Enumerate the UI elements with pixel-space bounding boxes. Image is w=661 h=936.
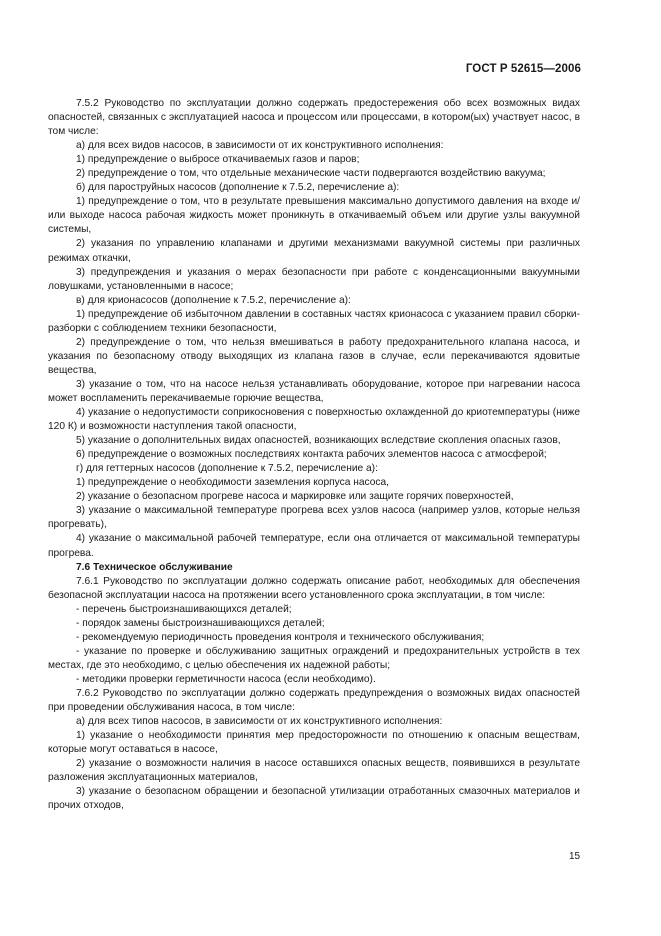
document-body: [48, 97, 580, 813]
list-item: а) для всех типов насосов, в зависимости от их конструктивного исполнения:: [76, 716, 443, 728]
document-id: ГОСТ Р 52615—2006: [465, 63, 581, 75]
list-item: - перечень быстроизнашивающихся деталей;: [76, 603, 292, 615]
section-heading: 7.6 Техническое обслуживание: [76, 561, 233, 573]
list-item: 2) предупреждение о том, что нельзя вмешиваться в работу предохранительного клапана насоса, и указания по безопасному отводу выходящих из клапана газов в случае, если перекачиваются ядовитые вещества,: [48, 336, 580, 376]
paragraph: 7.6.1 Руководство по эксплуатации должно содержать описание работ, необходимых для обеспечения безопасной эксплуатации насоса на протяжении всего установленного срока эксплуатации, в том числе:: [48, 575, 580, 601]
list-item: г) для геттерных насосов (дополнение к 7.5.2, перечисление а):: [76, 463, 378, 475]
list-item: 3) указание о том, что на насосе нельзя устанавливать оборудование, которое при нагревании насоса может воспламенить перекачиваемые горючие вещества,: [48, 378, 580, 404]
list-item: 2) указание о безопасном прогреве насоса и маркировке или защите горячих поверхностей,: [76, 491, 514, 503]
list-item: - методики проверки герметичности насоса (если необходимо).: [76, 673, 376, 685]
list-item: 1) указание о необходимости принятия мер предосторожности по отношению к опасным веществам, которые могут оставаться в насосе,: [48, 730, 580, 756]
list-item: а) для всех видов насосов, в зависимости от их конструктивного исполнения:: [76, 140, 444, 152]
list-item: 3) указание о безопасном обращении и безопасной утилизации отработанных смазочных материалов и прочих отходов,: [48, 786, 580, 812]
list-item: 2) указание о возможности наличия в насосе оставшихся опасных веществ, появившихся в результате разложения эксплуатационных материалов,: [48, 758, 580, 784]
list-item: 4) указание о максимальной рабочей температуре, если она отличается от максимальной температуры прогрева.: [48, 533, 580, 559]
list-item: 3) указание о максимальной температуре прогрева всех узлов насоса (например узлов, которые нельзя прогревать),: [48, 505, 580, 531]
list-item: 1) предупреждение об избыточном давлении в составных частях крионасоса с указанием правил сборки-разборки с соблюдением техники безопасности,: [48, 308, 580, 334]
list-item: - порядок замены быстроизнашивающихся деталей;: [76, 617, 325, 629]
list-item: 6) предупреждение о возможных последствиях контакта рабочих элементов насоса с атмосферой;: [76, 449, 547, 461]
paragraph: 7.5.2 Руководство по эксплуатации должно содержать предостережения обо всех возможных видах опасностей, связанных с эксплуатацией насоса и процессом или процессами, в котором(ых) участвует насос, в том числе:: [48, 98, 580, 138]
list-item: 1) предупреждение о том, что в результате превышения максимально допустимого давления на входе и/или выходе насоса рабочая жидкость может проникнуть в откачиваемый объем или другие узлы вакуумной системы,: [48, 196, 580, 236]
page-number: 15: [569, 851, 581, 862]
list-item: 2) предупреждение о том, что отдельные механические части подвергаются воздействию вакуума;: [76, 168, 546, 180]
list-item: 4) указание о недопустимости соприкосновения с поверхностью охлажденной до криотемпературы (ниже 120 К) и возможности наступления такой опасности,: [48, 407, 580, 433]
list-item: в) для крионасосов (дополнение к 7.5.2, перечисление а):: [76, 294, 351, 306]
list-item: - указание по проверке и обслуживанию защитных ограждений и предохранительных устройств в тех местах, где это необходимо, с целью обеспечения их надежной работы;: [48, 645, 580, 671]
list-item: - рекомендуемую периодичность проведения контроля и технического обслуживания;: [76, 631, 485, 643]
paragraph: 7.6.2 Руководство по эксплуатации должно содержать предупреждения о возможных видах опасностей при проведении обслуживания насоса, в том числе:: [48, 687, 580, 714]
list-item: б) для пароструйных насосов (дополнение к 7.5.2, перечисление а):: [76, 182, 400, 194]
list-item: 1) предупреждение о выбросе откачиваемых газов и паров;: [76, 154, 360, 166]
list-item: 1) предупреждение о необходимости заземления корпуса насоса,: [76, 477, 389, 489]
list-item: 5) указание о дополнительных видах опасностей, возникающих вследствие скопления опасных газов,: [76, 435, 561, 447]
list-item: 3) предупреждения и указания о мерах безопасности при работе с конденсационными вакуумными ловушками, установленными в насосе;: [48, 266, 580, 292]
list-item: 2) указания по управлению клапанами и другими механизмами вакуумной системы при различных режимах откачки,: [48, 238, 580, 264]
